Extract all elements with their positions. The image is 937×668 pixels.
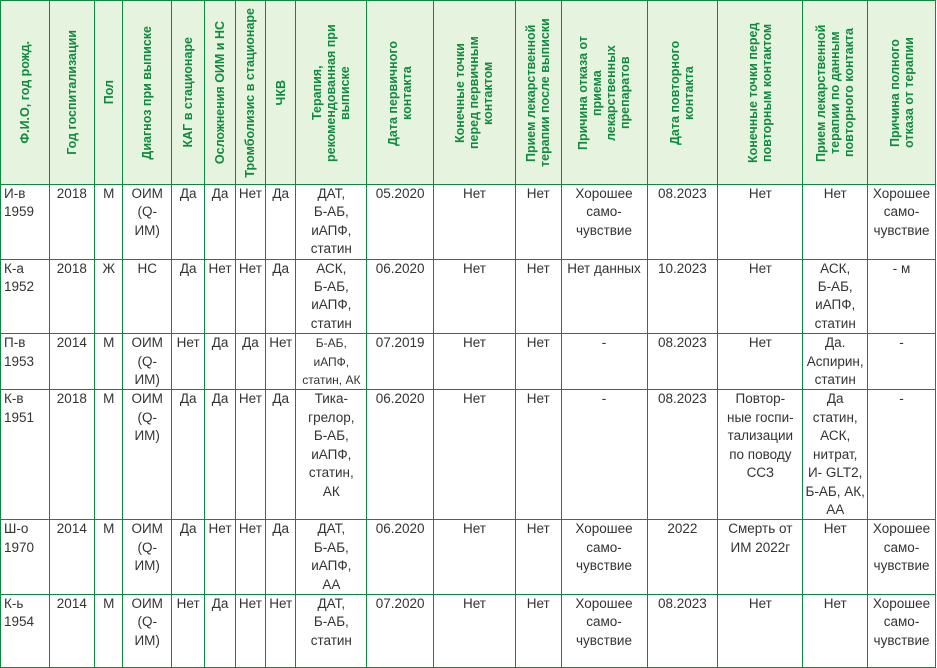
cell-first-contact-date: 05.2020 bbox=[367, 185, 434, 260]
cell-diagnosis: ОИМ (Q- ИМ) bbox=[123, 185, 172, 260]
cell-full-refusal-reason: Хорошее само- чувствие bbox=[868, 185, 936, 260]
cell-pci: Да bbox=[266, 390, 296, 520]
cell-diagnosis: ОИМ (Q- ИМ) bbox=[123, 390, 172, 520]
cell-endpoints-first: Нет bbox=[434, 390, 516, 520]
cell-refusal-reason: Нет данных bbox=[561, 259, 647, 334]
cell-therapy-after-discharge: Нет bbox=[515, 334, 561, 390]
cell-endpoints-first: Нет bbox=[434, 334, 516, 390]
cell-sex: М bbox=[95, 334, 123, 390]
cell-therapy-after-discharge: Нет bbox=[515, 259, 561, 334]
cell-complications: Да bbox=[205, 185, 235, 260]
cell-thrombolysis: Нет bbox=[235, 259, 265, 334]
cell-kag: Нет bbox=[171, 594, 204, 667]
cell-repeat-contact-date: 08.2023 bbox=[647, 334, 718, 390]
col-header: Диагноз при выписке bbox=[123, 1, 172, 185]
cell-pci: Да bbox=[266, 185, 296, 260]
cell-thrombolysis: Да bbox=[235, 334, 265, 390]
cell-therapy-after-discharge: Нет bbox=[515, 520, 561, 595]
cell-full-refusal-reason: - bbox=[868, 334, 936, 390]
table-row bbox=[1, 390, 936, 520]
cell-name: П-в 1953 bbox=[1, 334, 50, 390]
cell-therapy-repeat: Нет bbox=[803, 185, 868, 260]
cell-hosp-year: 2018 bbox=[49, 390, 95, 520]
cell-complications: Да bbox=[205, 334, 235, 390]
cell-sex: М bbox=[95, 594, 123, 667]
col-header: Год госпитализации bbox=[49, 1, 95, 185]
cell-sex: М bbox=[95, 390, 123, 520]
cell-endpoints-first: Нет bbox=[434, 185, 516, 260]
cell-diagnosis: НС bbox=[123, 259, 172, 334]
header-row bbox=[1, 1, 936, 185]
cell-thrombolysis: Нет bbox=[235, 594, 265, 667]
cell-kag: Да bbox=[171, 185, 204, 260]
cell-name: К-а 1952 bbox=[1, 259, 50, 334]
col-header: КАГ в стационаре bbox=[171, 1, 204, 185]
col-header: Причина полного отказа от терапии bbox=[868, 1, 936, 185]
cell-hosp-year: 2014 bbox=[49, 520, 95, 595]
cell-full-refusal-reason: Хорошее само- чувствие bbox=[868, 594, 936, 667]
table-row bbox=[1, 594, 936, 667]
cell-thrombolysis: Нет bbox=[235, 520, 265, 595]
cell-repeat-contact-date: 08.2023 bbox=[647, 185, 718, 260]
cell-name: Ш-о 1970 bbox=[1, 520, 50, 595]
cell-endpoints-repeat: Нет bbox=[718, 594, 803, 667]
col-header: Причина отказа от приема лекарственных препаратов bbox=[561, 1, 647, 185]
cell-endpoints-repeat: Нет bbox=[718, 185, 803, 260]
cell-therapy-after-discharge: Нет bbox=[515, 390, 561, 520]
cell-sex: Ж bbox=[95, 259, 123, 334]
cell-therapy-repeat: Да статин, АСК, нитрат, И- GLT2, Б-АБ, АК, АА bbox=[803, 390, 868, 520]
cell-hosp-year: 2018 bbox=[49, 259, 95, 334]
cell-refusal-reason: - bbox=[561, 390, 647, 520]
cell-pci: Нет bbox=[266, 334, 296, 390]
col-header: Пол bbox=[95, 1, 123, 185]
cell-pci: Да bbox=[266, 259, 296, 334]
cell-therapy-repeat: АСК, Б-АБ, иАПФ, статин bbox=[803, 259, 868, 334]
cell-refusal-reason: - bbox=[561, 334, 647, 390]
cell-diagnosis: ОИМ (Q- ИМ) bbox=[123, 594, 172, 667]
cell-hosp-year: 2014 bbox=[49, 594, 95, 667]
cell-kag: Да bbox=[171, 390, 204, 520]
cell-complications: Да bbox=[205, 390, 235, 520]
cell-first-contact-date: 06.2020 bbox=[367, 520, 434, 595]
cell-repeat-contact-date: 2022 bbox=[647, 520, 718, 595]
cell-name: И-в 1959 bbox=[1, 185, 50, 260]
col-header: Дата первичного контакта bbox=[367, 1, 434, 185]
cell-endpoints-repeat: Нет bbox=[718, 334, 803, 390]
cell-full-refusal-reason: - bbox=[868, 390, 936, 520]
cell-therapy-repeat: Нет bbox=[803, 594, 868, 667]
cell-endpoints-first: Нет bbox=[434, 594, 516, 667]
cell-full-refusal-reason: Хорошее само- чувствие bbox=[868, 520, 936, 595]
cell-refusal-reason: Хорошее само- чувствие bbox=[561, 185, 647, 260]
cell-thrombolysis: Нет bbox=[235, 390, 265, 520]
table-row bbox=[1, 185, 936, 260]
col-header: Конечные точки перед первичным контактом bbox=[434, 1, 516, 185]
cell-endpoints-first: Нет bbox=[434, 259, 516, 334]
cell-first-contact-date: 06.2020 bbox=[367, 259, 434, 334]
cell-diagnosis: ОИМ (Q- ИМ) bbox=[123, 334, 172, 390]
cell-therapy: Б-АБ, иАПФ, статин, АК bbox=[296, 334, 367, 390]
table-row bbox=[1, 259, 936, 334]
col-header: Конечные точки перед повторным контактом bbox=[718, 1, 803, 185]
col-header: Ф.И.О, год рожд. bbox=[1, 1, 50, 185]
cell-kag: Нет bbox=[171, 334, 204, 390]
cell-repeat-contact-date: 08.2023 bbox=[647, 594, 718, 667]
cell-hosp-year: 2014 bbox=[49, 334, 95, 390]
cell-therapy: ДАТ, Б-АБ, иАПФ, АА bbox=[296, 520, 367, 595]
cell-name: К-в 1951 bbox=[1, 390, 50, 520]
cell-endpoints-first: Нет bbox=[434, 520, 516, 595]
col-header: Дата повторного контакта bbox=[647, 1, 718, 185]
cell-thrombolysis: Нет bbox=[235, 185, 265, 260]
cell-therapy: ДАТ, Б-АБ, иАПФ, статин bbox=[296, 185, 367, 260]
cell-repeat-contact-date: 10.2023 bbox=[647, 259, 718, 334]
cell-first-contact-date: 07.2020 bbox=[367, 594, 434, 667]
cell-complications: Нет bbox=[205, 520, 235, 595]
cell-first-contact-date: 07.2019 bbox=[367, 334, 434, 390]
cell-hosp-year: 2018 bbox=[49, 185, 95, 260]
cell-therapy: Тика- грелор, Б-АБ, иАПФ, статин, АК bbox=[296, 390, 367, 520]
cell-repeat-contact-date: 08.2023 bbox=[647, 390, 718, 520]
cell-kag: Да bbox=[171, 520, 204, 595]
col-header: ЧКВ bbox=[266, 1, 296, 185]
col-header: Терапия, рекомендованная при выписке bbox=[296, 1, 367, 185]
cell-pci: Да bbox=[266, 520, 296, 595]
table-row bbox=[1, 520, 936, 595]
cell-endpoints-repeat: Смерть от ИМ 2022г bbox=[718, 520, 803, 595]
col-header: Прием лекарственной терапии по данным повторного контакта bbox=[803, 1, 868, 185]
table-row bbox=[1, 334, 936, 390]
cell-sex: М bbox=[95, 185, 123, 260]
cell-complications: Да bbox=[205, 594, 235, 667]
cell-therapy: АСК, Б-АБ, иАПФ, статин bbox=[296, 259, 367, 334]
cell-therapy-after-discharge: Нет bbox=[515, 185, 561, 260]
cell-pci: Нет bbox=[266, 594, 296, 667]
cell-refusal-reason: Хорошее само- чувствие bbox=[561, 520, 647, 595]
cell-therapy: ДАТ, Б-АБ, статин bbox=[296, 594, 367, 667]
cell-endpoints-repeat: Повтор- ные госпи- тализации по поводу ССЗ bbox=[718, 390, 803, 520]
col-header: Тромболизис в стационаре bbox=[235, 1, 265, 185]
cell-therapy-repeat: Нет bbox=[803, 520, 868, 595]
cell-therapy-after-discharge: Нет bbox=[515, 594, 561, 667]
cell-name: К-ь 1954 bbox=[1, 594, 50, 667]
cell-sex: М bbox=[95, 520, 123, 595]
cell-diagnosis: ОИМ (Q- ИМ) bbox=[123, 520, 172, 595]
cell-therapy-repeat: Да. Аспирин, статин bbox=[803, 334, 868, 390]
cell-endpoints-repeat: Нет bbox=[718, 259, 803, 334]
cell-kag: Да bbox=[171, 259, 204, 334]
col-header: Осложнения ОИМ и НС bbox=[205, 1, 235, 185]
cell-refusal-reason: Хорошее само- чувствие bbox=[561, 594, 647, 667]
cell-complications: Нет bbox=[205, 259, 235, 334]
col-header: Прием лекарственной терапии после выписки bbox=[515, 1, 561, 185]
cell-first-contact-date: 06.2020 bbox=[367, 390, 434, 520]
cell-full-refusal-reason: - м bbox=[868, 259, 936, 334]
